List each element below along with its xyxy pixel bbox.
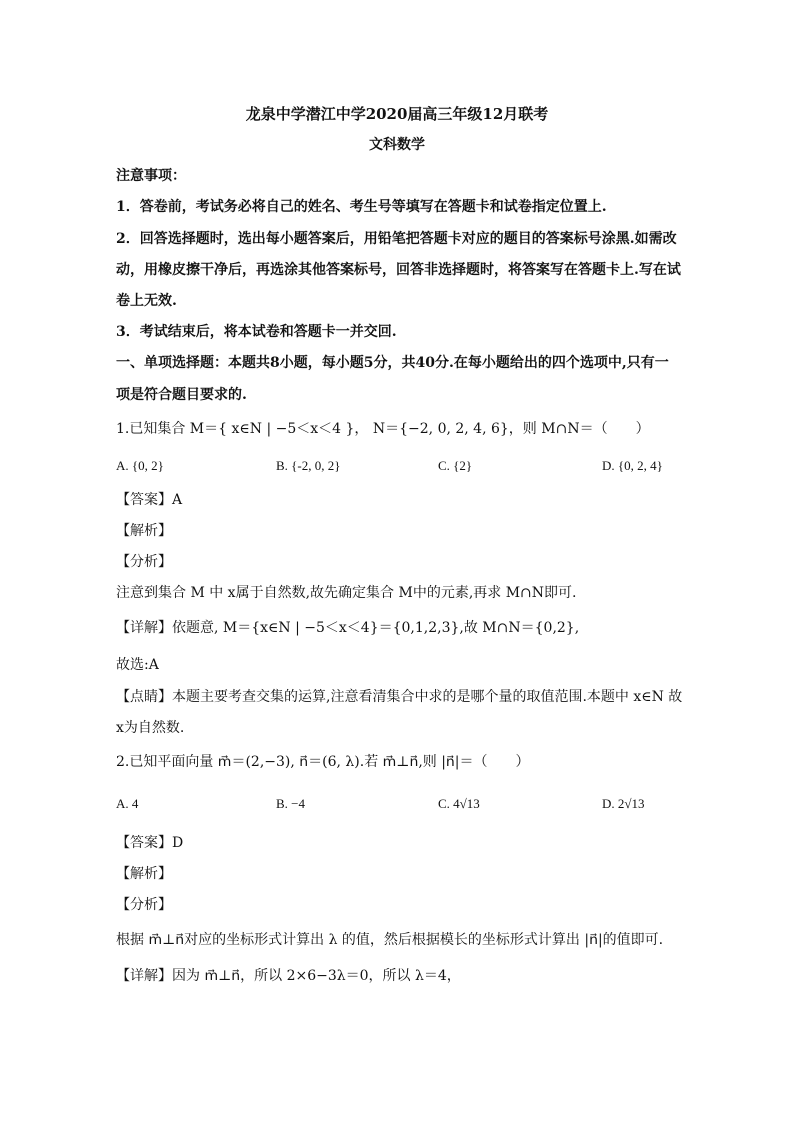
question-2-option-c: C. 4√13 — [438, 796, 480, 811]
notice-item-2-line-3: 卷上无效. — [116, 293, 177, 309]
exam-title: 龙泉中学潜江中学2020届高三年级12月联考 — [245, 105, 549, 123]
exam-subtitle: 文科数学 — [369, 137, 425, 153]
question-1-option-c: C. {2} — [438, 458, 473, 473]
question-2-detail: 【详解】因为 m⃗⊥n⃗，所以 2×6−3λ＝0，所以 λ＝4， — [116, 968, 461, 984]
section-heading-line-2: 项是符合题目要求的. — [116, 387, 247, 403]
question-2-stem: 2.已知平面向量 m⃗＝(2,−3), n⃗＝(6, λ).若 m⃗⊥n⃗,则 |n⃗|＝（ ） — [116, 754, 530, 770]
question-2-answer: 【答案】D — [116, 835, 184, 851]
question-1-stem: 1.已知集合 M＝{ x∈N | −5＜x＜4 }， N＝{−2, 0, 2, 4, 6}，则 M∩N＝（ ） — [116, 421, 650, 437]
question-1-analysis-label: 【解析】 — [116, 523, 172, 539]
question-1-option-a: A. {0, 2} — [116, 458, 164, 473]
question-1-comment-line-1: 【点睛】本题主要考查交集的运算,注意看清集合中求的是哪个量的取值范围.本题中 x∈N 故 — [116, 689, 683, 705]
notice-item-2-line-2: 动，用橡皮擦干净后，再选涂其他答案标号，回答非选择题时，将答案写在答题卡上.写在试 — [116, 262, 681, 278]
question-2-option-b: B. −4 — [276, 796, 306, 811]
question-1-detail: 【详解】依题意, M＝{x∈N | −5＜x＜4}＝{0,1,2,3},故 M∩N＝{0,2}, — [116, 620, 580, 636]
notice-heading: 注意事项： — [116, 168, 186, 184]
section-heading-line-1: 一、单项选择题：本题共8小题，每小题5分，共40分.在每小题给出的四个选项中,只有一 — [116, 355, 669, 371]
question-2-fenxi-text: 根据 m⃗⊥n⃗对应的坐标形式计算出 λ 的值，然后根据模长的坐标形式计算出 |n⃗|的值即可. — [116, 932, 664, 948]
question-2-fenxi-label: 【分析】 — [116, 897, 172, 913]
notice-item-3: 3．考试结束后，将本试卷和答题卡一并交回. — [116, 324, 397, 340]
question-1-option-d: D. {0, 2, 4} — [602, 458, 663, 473]
question-2-option-a: A. 4 — [116, 796, 139, 811]
notice-item-1: 1．答卷前，考试务必将自己的姓名、考生号等填写在答题卡和试卷指定位置上. — [116, 199, 607, 215]
question-1-answer: 【答案】A — [116, 492, 183, 508]
question-1-option-b: B. {-2, 0, 2} — [276, 458, 341, 473]
question-2-analysis-label: 【解析】 — [116, 866, 172, 882]
question-1-options — [116, 458, 736, 478]
question-1-choose: 故选:A — [116, 657, 159, 673]
notice-item-2-line-1: 2．回答选择题时，选出每小题答案后，用铅笔把答题卡对应的题目的答案标号涂黑.如需改 — [116, 231, 677, 247]
question-2-option-d: D. 2√13 — [602, 796, 645, 811]
question-1-fenxi-label: 【分析】 — [116, 554, 172, 570]
question-2-options — [116, 796, 736, 816]
question-1-fenxi-text: 注意到集合 M 中 x属于自然数,故先确定集合 M中的元素,再求 M∩N即可. — [116, 585, 577, 601]
question-1-comment-line-2: x为自然数. — [116, 720, 185, 736]
